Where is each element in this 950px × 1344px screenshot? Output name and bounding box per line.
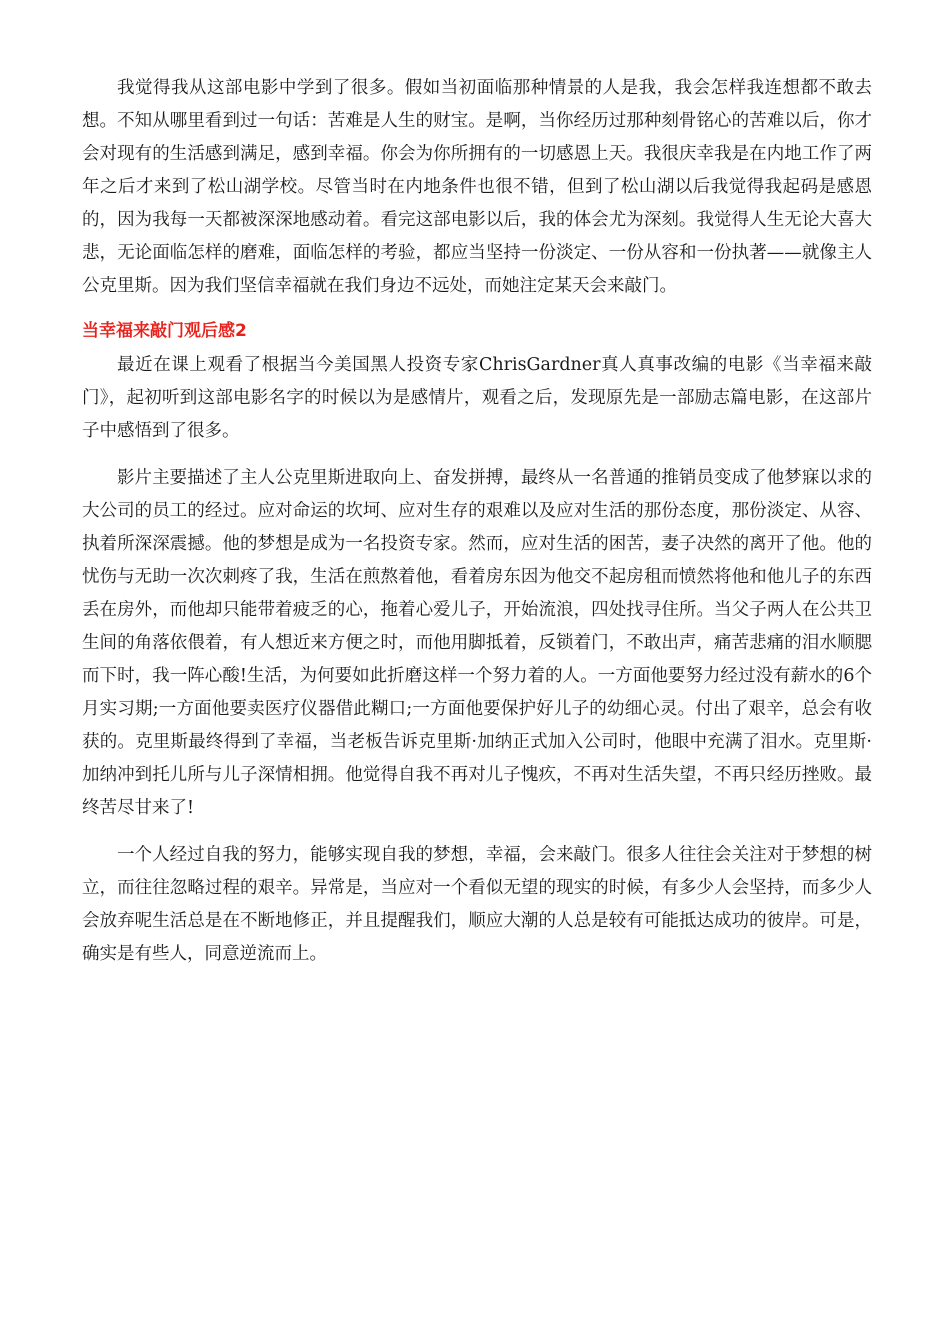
document-page: [82, 72, 872, 971]
paragraph-2: 最近在课上观看了根据当今美国黑人投资专家ChrisGardner真人真事改编的电影《当幸福来敲门》，起初听到这部电影名字的时候以为是感情片，观看之后，发现原先是一部励志篇电影，在这部片子中感悟到了很多。: [82, 355, 872, 441]
paragraph-4: 一个人经过自我的努力，能够实现自我的梦想，幸福，会来敲门。很多人往往会关注对于梦想的树立，而往往忽略过程的艰辛。异常是，当应对一个看似无望的现实的时候，有多少人会坚持，而多少人会放弃呢生活总是在不断地修正，并且提醒我们，顺应大潮的人总是较有可能抵达成功的彼岸。可是，确实是有些人，同意逆流而上。: [82, 845, 872, 964]
section-heading: 当幸福来敲门观后感2: [82, 321, 247, 341]
paragraph-3: 影片主要描述了主人公克里斯进取向上、奋发拼搏，最终从一名普通的推销员变成了他梦寐以求的大公司的员工的经过。应对命运的坎坷、应对生存的艰难以及应对生活的那份态度，那份淡定、从容、执着所深深震撼。他的梦想是成为一名投资专家。然而，应对生活的困苦，妻子决然的离开了他。他的忧伤与无助一次次刺疼了我，生活在煎熬着他，看着房东因为他交不起房租而愤然将他和他儿子的东西丢在房外，而他却只能带着疲乏的心，拖着心爱儿子，开始流浪，四处找寻住所。当父子两人在公共卫生间的角落依偎着，有人想近来方便之时，而他用脚抵着，反锁着门，不敢出声，痛苦悲痛的泪水顺腮而下时，我一阵心酸!生活，为何要如此折磨这样一个努力着的人。一方面他要努力经过没有薪水的6个月实习期;一方面他要卖医疗仪器借此糊口;一方面他要保护好儿子的幼细心灵。付出了艰辛，总会有收获的。克里斯最终得到了幸福，当老板告诉克里斯·加纳正式加入公司时，他眼中充满了泪水。克里斯·加纳冲到托儿所与儿子深情相拥。他觉得自我不再对儿子愧疚，不再对生活失望，不再只经历挫败。最终苦尽甘来了!: [82, 468, 872, 818]
paragraph-1: 我觉得我从这部电影中学到了很多。假如当初面临那种情景的人是我，我会怎样我连想都不敢去想。不知从哪里看到过一句话：苦难是人生的财宝。是啊，当你经历过那种刻骨铭心的苦难以后，你才会对现有的生活感到满足，感到幸福。你会为你所拥有的一切感恩上天。我很庆幸我是在内地工作了两年之后才来到了松山湖学校。尽管当时在内地条件也很不错，但到了松山湖以后我觉得我起码是感恩的，因为我每一天都被深深地感动着。看完这部电影以后，我的体会尤为深刻。我觉得人生无论大喜大悲，无论面临怎样的磨难，面临怎样的考验，都应当坚持一份淡定、一份从容和一份执著——就像主人公克里斯。因为我们坚信幸福就在我们身边不远处，而她注定某天会来敲门。: [82, 78, 872, 296]
